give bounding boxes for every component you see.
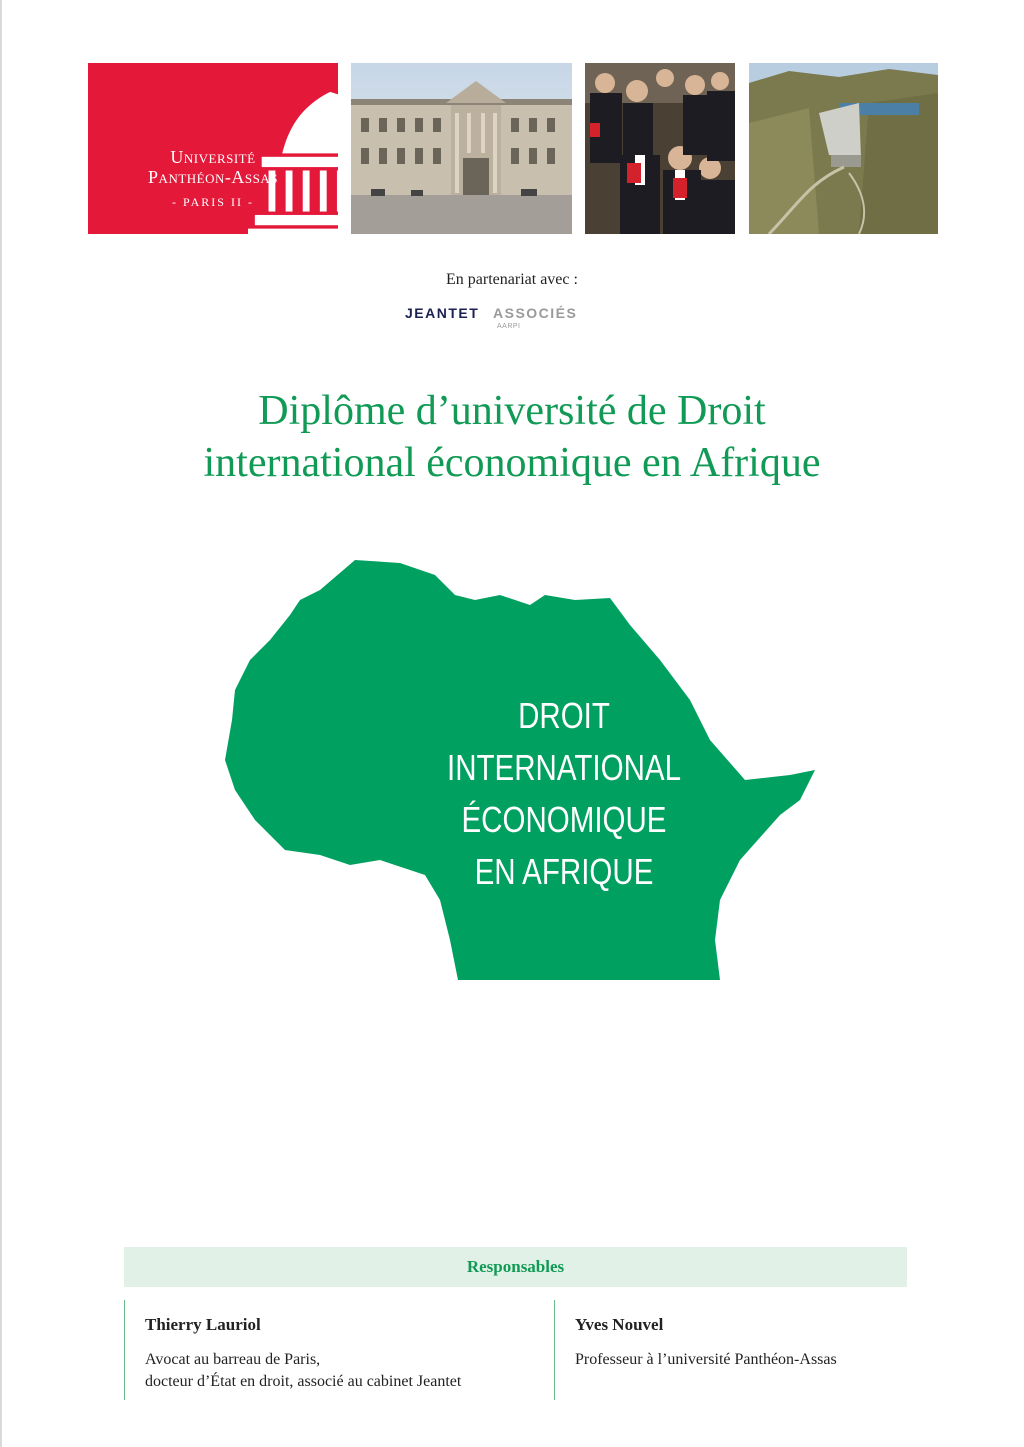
map-label-line4: EN AFRIQUE <box>474 851 654 892</box>
person-role <box>145 1349 545 1393</box>
logo-text-line3: - PARIS II - <box>172 195 254 209</box>
person-role <box>575 1349 955 1371</box>
title-line2: international économique en Afrique <box>203 440 821 486</box>
university-logo <box>88 63 338 234</box>
person-role-line1: Professeur à l’université Panthéon-Assas <box>575 1351 837 1368</box>
map-label-line2: INTERNATIONAL <box>446 747 682 788</box>
map-label-line1: DROIT <box>518 695 610 736</box>
partner-name-part2: ASSOCIÉS <box>493 305 578 321</box>
building-photo <box>351 63 572 234</box>
dam-photo <box>749 63 938 234</box>
page-title <box>60 385 964 489</box>
person-name: Yves Nouvel <box>575 1315 664 1334</box>
person-role-line2: docteur d’État en droit, associé au cabinet Jeantet <box>145 1373 462 1390</box>
map-label <box>433 690 695 898</box>
partner-name-sub: AARPI <box>497 323 521 330</box>
title-line1: Diplôme d’université de Droit <box>258 388 766 434</box>
map-label-line3: ÉCONOMIQUE <box>461 799 667 840</box>
logo-text-line1: Université <box>170 147 256 167</box>
partner-name-part1: JEANTET <box>405 305 480 321</box>
person-card-nouvel <box>554 1300 955 1400</box>
page-edge-rule <box>0 0 2 1447</box>
ceremony-photo <box>585 63 735 234</box>
partner-logo <box>405 305 625 341</box>
person-card-lauriol <box>124 1300 545 1400</box>
partner-intro: En partenariat avec : <box>446 271 578 288</box>
person-name: Thierry Lauriol <box>145 1315 261 1334</box>
responsables-heading: Responsables <box>124 1247 907 1287</box>
person-role-line1: Avocat au barreau de Paris, <box>145 1351 321 1368</box>
logo-text-line2: Panthéon-Assas <box>148 167 278 187</box>
